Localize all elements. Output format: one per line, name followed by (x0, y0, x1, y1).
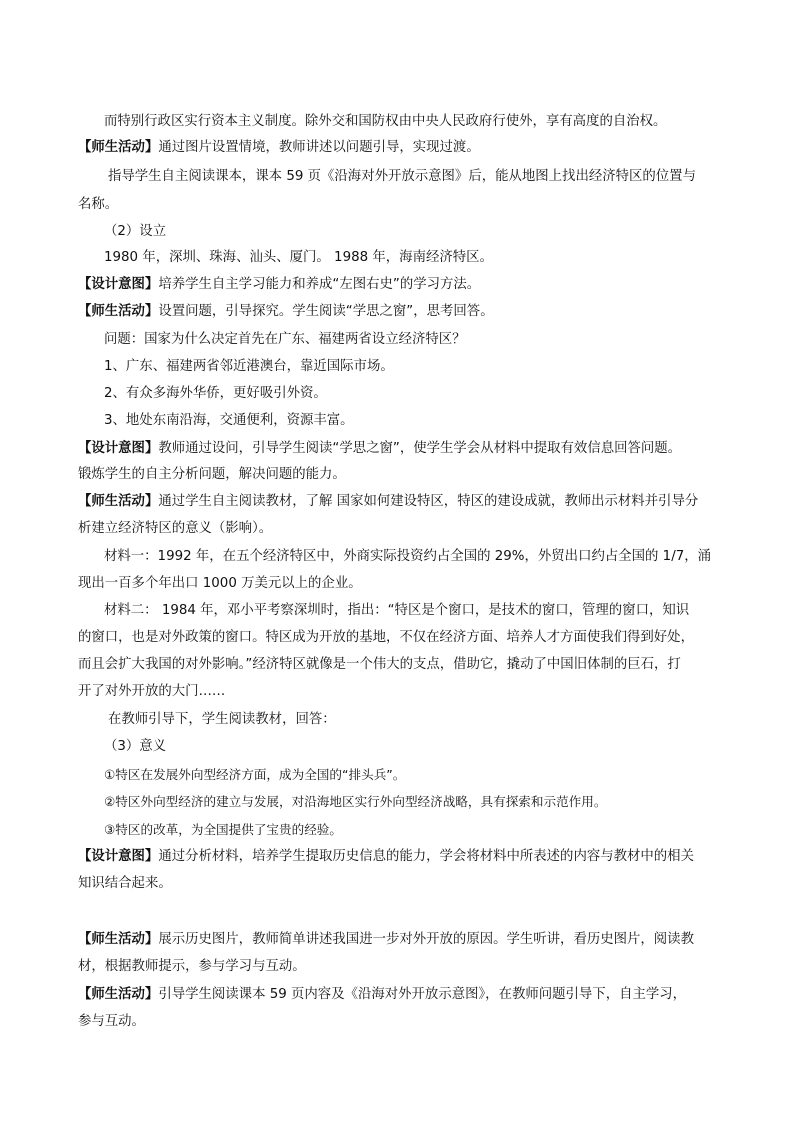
text: 的窗口，也是对外政策的窗口。特区成为开放的基地，不仅在经济方面、培养人才方面使我们得到好处， (78, 630, 694, 645)
text: 2、有众多海外华侨，更好吸引外资。 (104, 386, 327, 401)
text: ③特区的改革，为全国提供了宝贵的经验。 (104, 822, 342, 837)
paragraph-line (104, 112, 666, 132)
paragraph-line (78, 1012, 145, 1032)
text: 通过学生自主阅读教材，了解 国家如何建设特区，特区的建设成就，教师出示材料并引导分 (158, 494, 699, 509)
paragraph-line (78, 957, 306, 977)
list-item (104, 411, 354, 431)
paragraph-line (104, 248, 493, 268)
section-heading (104, 222, 166, 242)
text: 锻炼学生的自主分析问题，解决问题的能力。 (78, 467, 346, 482)
text: 名称。 (78, 197, 119, 212)
paragraph-line (78, 195, 118, 215)
text: 参与互动。 (78, 1014, 145, 1029)
paragraph-line (78, 874, 172, 894)
activity-tag: 【师生活动】 (78, 304, 159, 319)
teacher-student-activity (78, 492, 698, 512)
section-heading (104, 737, 166, 757)
paragraph-line (78, 682, 225, 702)
teacher-student-activity (78, 138, 480, 158)
activity-tag: 【师生活动】 (78, 494, 159, 509)
list-item (104, 357, 394, 377)
text: 通过分析材料，培养学生提取历史信息的能力，学会将材料中所表述的内容与教材中的相关 (158, 849, 694, 864)
intent-tag: 【设计意图】 (78, 441, 159, 456)
text: 教师通过设问，引导学生阅读“学思之窗”，使学生学会从材料中提取有效信息回答问题。 (158, 441, 682, 456)
paragraph-line (78, 655, 681, 675)
intent-tag: 【设计意图】 (78, 849, 159, 864)
design-intent (78, 847, 694, 867)
paragraph-line (78, 465, 346, 485)
paragraph-line (78, 574, 362, 594)
material-one (104, 547, 711, 567)
text: 而且会扩大我国的对外影响。”经济特区就像是一个伟大的支点，借助它，撬动了中国旧体制的巨石，打 (78, 657, 681, 672)
text: 而特别行政区实行资本主义制度。除外交和国防权由中央人民政府行使外，享有高度的自治权。 (104, 114, 667, 129)
question (104, 330, 466, 350)
text: ②特区外向型经济的建立与发展，对沿海地区实行外向型经济战略，具有探索和示范作用。 (104, 794, 607, 809)
text: 1980 年，深圳、珠海、汕头、厦门。 1988 年，海南经济特区。 (104, 250, 493, 265)
text: 问题：国家为什么决定首先在广东、福建两省设立经济特区？ (104, 332, 466, 347)
text: （3）意义 (104, 739, 167, 754)
design-intent (78, 275, 480, 295)
text: 通过图片设置情境，教师讲述以问题引导，实现过渡。 (158, 140, 480, 155)
text: 材料二： 1984 年，邓小平考察深圳时，指出：“特区是个窗口，是技术的窗口，管理的窗口，知识 (104, 603, 690, 618)
text: 引导学生阅读课本 59 页内容及《沿海对外开放示意图》，在教师问题引导下，自主学习， (158, 987, 687, 1002)
list-item (104, 765, 405, 785)
text: 材，根据教师提示，参与学习与互动。 (78, 959, 306, 974)
text: 现出一百多个年出口 1000 万美元以上的企业。 (78, 576, 362, 591)
text: 培养学生自主学习能力和养成“左图右史”的学习方法。 (158, 277, 481, 292)
activity-tag: 【师生活动】 (78, 140, 159, 155)
list-item (104, 792, 606, 812)
design-intent (78, 439, 681, 459)
text: 展示历史图片，教师简单讲述我国进一步对外开放的原因。学生听讲，看历史图片，阅读教 (158, 932, 694, 947)
paragraph-line (78, 628, 694, 648)
text: ①特区在发展外向型经济方面，成为全国的“排头兵”。 (104, 767, 406, 782)
teacher-student-activity (78, 930, 694, 950)
text: 知识结合起来。 (78, 876, 172, 891)
teacher-student-activity (78, 302, 494, 322)
list-item (104, 384, 327, 404)
intent-tag: 【设计意图】 (78, 277, 159, 292)
list-item (104, 820, 342, 840)
text: 1、广东、福建两省邻近港澳台，靠近国际市场。 (104, 359, 394, 374)
text: 开了对外开放的大门…… (78, 684, 226, 699)
text: 指导学生自主阅读课本，课本 59 页《沿海对外开放示意图》后，能从地图上找出经济特区的位置与 (108, 169, 696, 184)
text: 在教师引导下，学生阅读教材，回答： (108, 712, 336, 727)
text: 3、地处东南沿海，交通便利，资源丰富。 (104, 413, 354, 428)
material-two (104, 601, 689, 621)
paragraph-line (108, 710, 336, 730)
text: 析建立经济特区的意义（影响）。 (78, 521, 273, 536)
paragraph-line (78, 519, 272, 539)
activity-tag: 【师生活动】 (78, 987, 159, 1002)
paragraph-line (108, 167, 696, 187)
text: 材料一：1992 年，在五个经济特区中，外商实际投资约占全国的 29%，外贸出口约占全国的 1/7，涌 (104, 549, 712, 564)
text: 设置问题，引导探究。学生阅读“学思之窗”，思考回答。 (158, 304, 494, 319)
activity-tag: 【师生活动】 (78, 932, 159, 947)
teacher-student-activity (78, 985, 686, 1005)
text: （2）设立 (104, 224, 167, 239)
